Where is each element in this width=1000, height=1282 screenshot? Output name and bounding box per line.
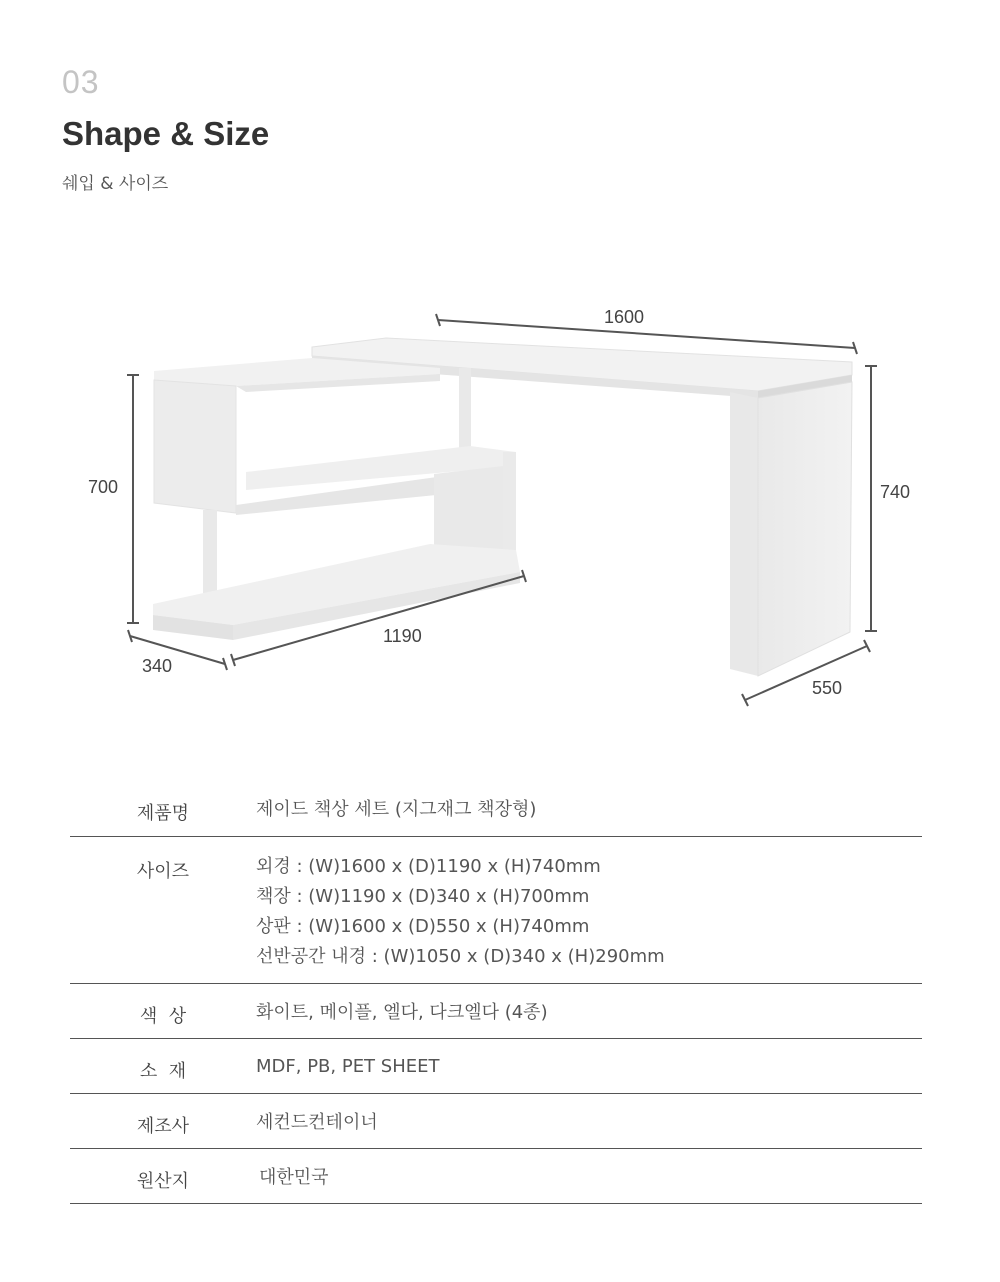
spec-label: 원산지 (136, 1171, 190, 1192)
spec-row-manufacturer (70, 1094, 922, 1149)
spec-value: MDF, PB, PET SHEET (256, 1056, 440, 1077)
spec-value: 세컨드컨테이너 (256, 1112, 378, 1133)
spec-table (70, 782, 922, 1204)
spec-row-size (70, 837, 922, 984)
spec-row-color (70, 984, 922, 1039)
dim-desk-height: 740 (880, 482, 911, 502)
spec-value: 화이트, 메이플, 엘다, 다크엘다 (4종) (256, 1002, 548, 1023)
zigzag-bookshelf (153, 358, 520, 640)
spec-row-material (70, 1039, 922, 1094)
spec-label: 색 상 (139, 1006, 187, 1027)
dim-shelf-height: 700 (88, 477, 119, 497)
dim-desk-depth: 550 (812, 678, 843, 698)
spec-label: 사이즈 (136, 861, 190, 882)
spec-label: 소 재 (139, 1061, 187, 1082)
spec-value: 외경 : (W)1600 x (D)1190 x (H)740mm 책장 : (W)1190 x (D)340 x (H)700mm 상판 : (W)1600 x (D)550 x (H)740mm 선반공간 내경 : (W)1050 x (D)340 x (H)290mm (256, 856, 665, 967)
spec-row-origin (70, 1149, 922, 1204)
dim-shelf-depth: 340 (142, 656, 173, 676)
spec-label: 제품명 (136, 803, 190, 824)
desk-dimension-figure (0, 280, 1000, 730)
spec-value: 대한민국 (259, 1167, 329, 1188)
section-number: 03 (62, 64, 100, 100)
spec-row-product-name (70, 782, 922, 837)
page-subtitle: 쉐입 & 사이즈 (62, 174, 169, 194)
dim-shelf-width: 1190 (383, 626, 422, 646)
page-title: Shape & Size (62, 115, 270, 152)
desk-leg (730, 382, 852, 676)
dim-width-top: 1600 (604, 307, 645, 327)
spec-label: 제조사 (136, 1116, 190, 1137)
spec-value: 제이드 책상 세트 (지그재그 책장형) (256, 799, 537, 820)
